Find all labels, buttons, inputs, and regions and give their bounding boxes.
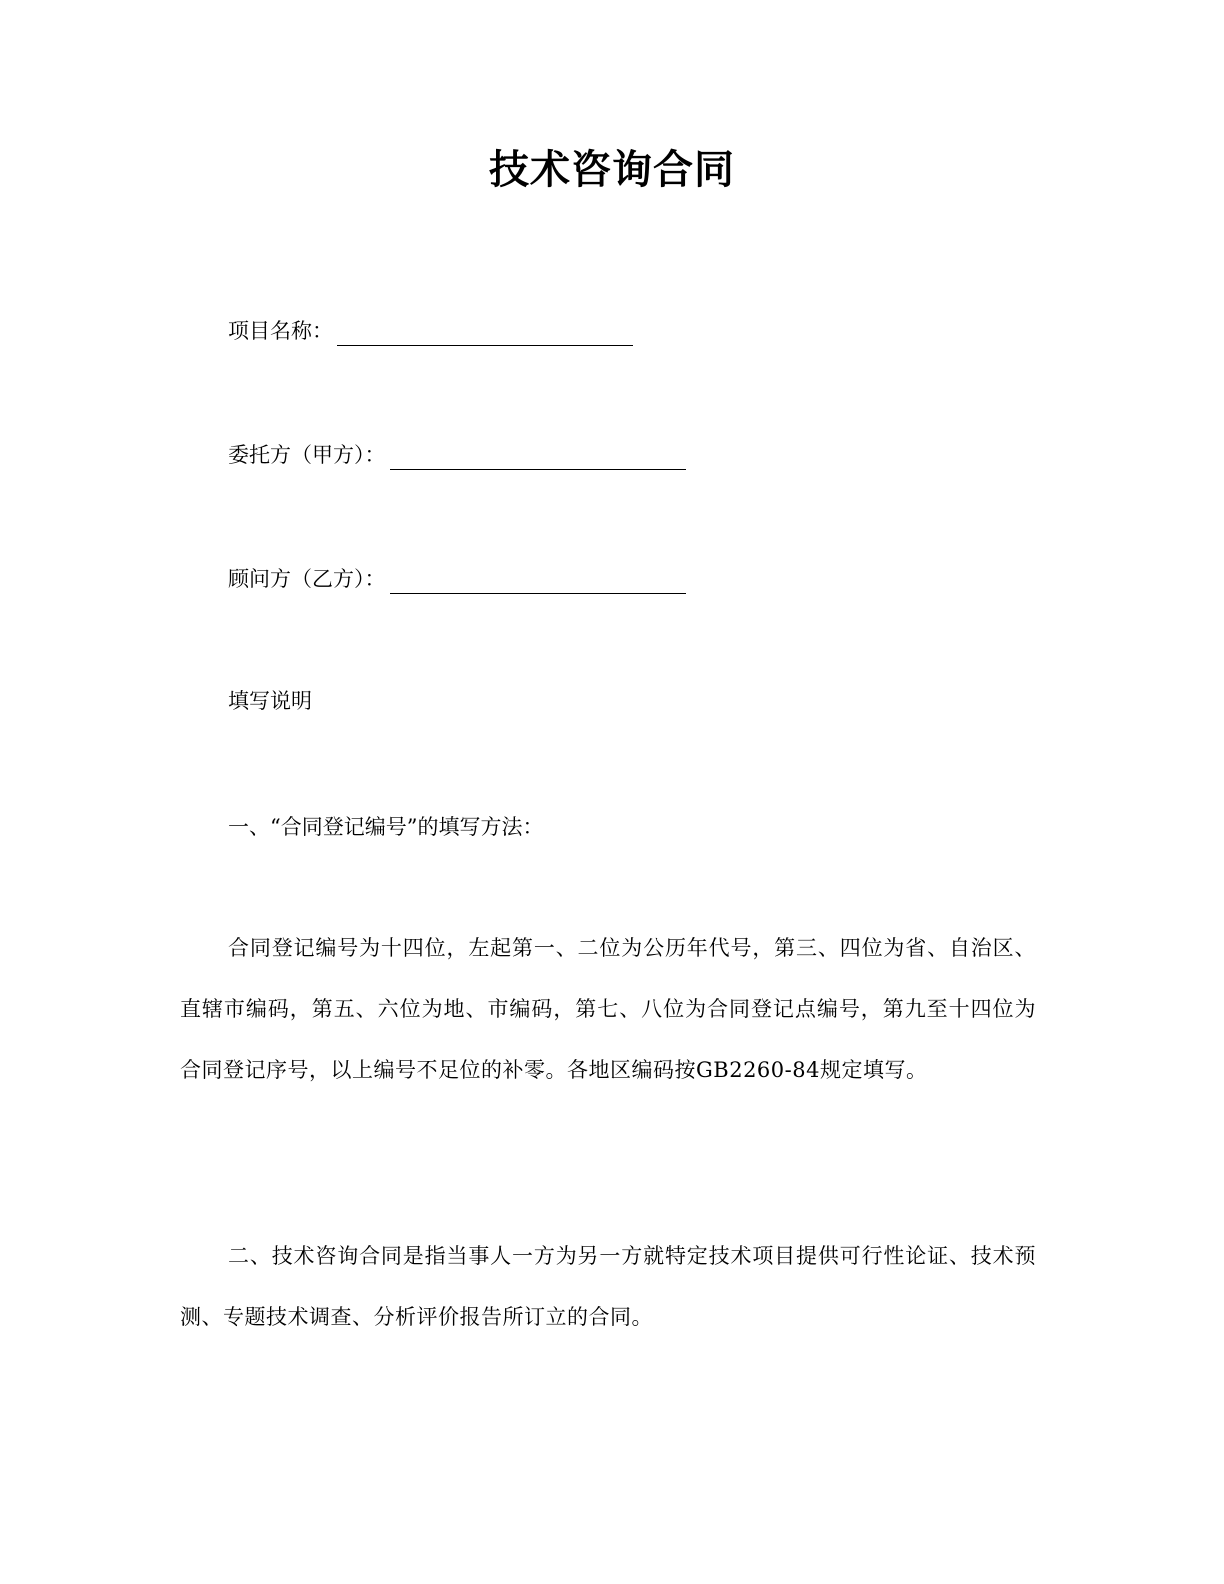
instructions-heading: 填写说明 [228, 689, 312, 713]
project-name-blank[interactable] [337, 319, 633, 346]
consultant-label: 顾问方（乙方）： [228, 567, 386, 591]
client-blank[interactable] [390, 443, 686, 470]
project-name-field [228, 316, 633, 346]
section1-heading: 一、“合同登记编号”的填写方法： [228, 815, 544, 839]
consultant-field [228, 564, 686, 594]
client-field [228, 440, 686, 470]
section2-paragraph: 二、技术咨询合同是指当事人一方为另一方就特定技术项目提供可行性论证、技术预测、专题技术调查、分析评价报告所订立的合同。 [180, 1244, 1036, 1329]
document-title: 技术咨询合同 [489, 147, 735, 193]
section1-paragraph: 合同登记编号为十四位，左起第一、二位为公历年代号，第三、四位为省、自治区、直辖市编码，第五、六位为地、市编码，第七、八位为合同登记点编号，第九至十四位为合同登记序号，以上编号不足位的补零。各地区编码按GB2260-84规定填写。 [180, 936, 1036, 1082]
consultant-blank[interactable] [390, 567, 686, 594]
client-label: 委托方（甲方）： [228, 443, 386, 467]
project-name-label: 项目名称： [228, 319, 333, 343]
